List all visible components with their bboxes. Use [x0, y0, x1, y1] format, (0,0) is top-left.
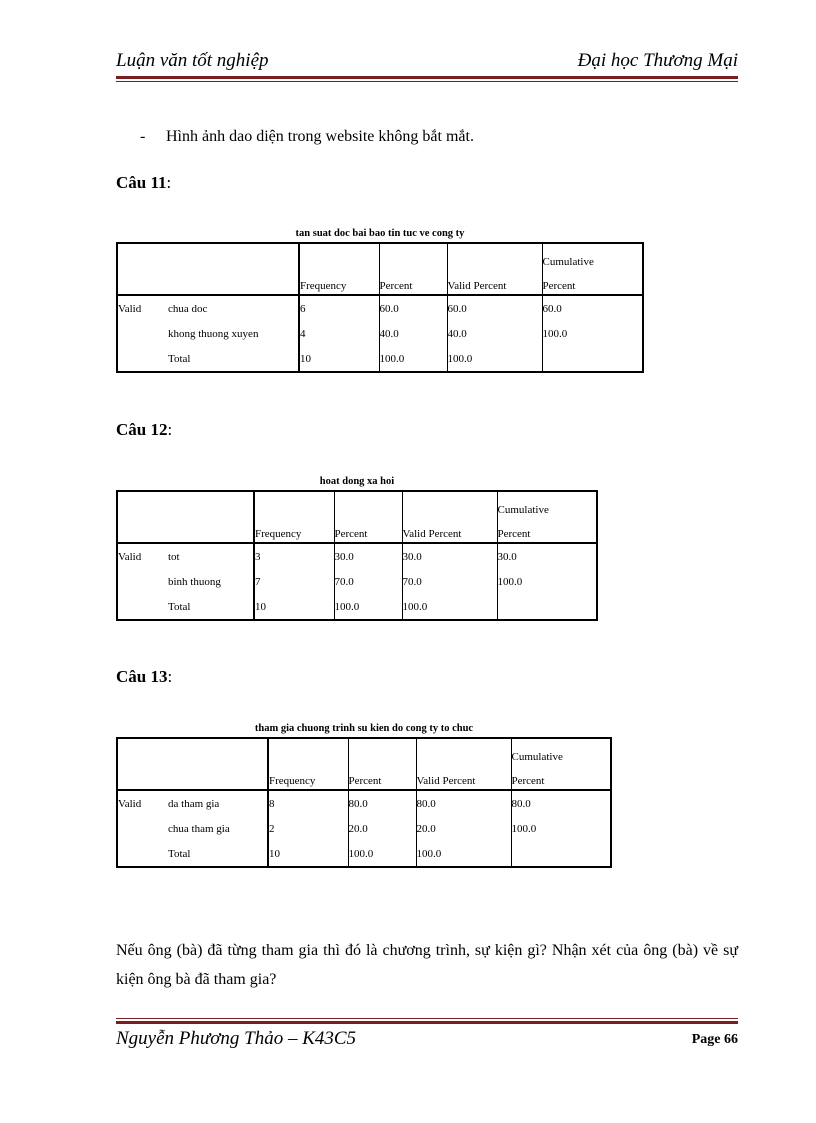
cum-cell: 100.0: [511, 816, 611, 841]
col-frequency: Frequency: [300, 280, 347, 292]
table-title-12: hoat dong xa hoi: [319, 476, 395, 487]
question-heading-11: Câu 11:: [116, 173, 172, 192]
col-cum-line1: Cumulative: [497, 504, 549, 516]
cum-cell: [497, 594, 597, 620]
table-header-row: [117, 738, 611, 790]
row-label: khong thuong xuyen: [168, 321, 299, 346]
col-valid-percent: Valid Percent: [447, 243, 542, 295]
cum-cell: 30.0: [497, 543, 597, 569]
col-cum-line1: Cumulative: [542, 256, 594, 268]
col-cumulative-percent: [542, 243, 643, 295]
heading-text: Câu 13: [116, 667, 168, 686]
valid-cell: 70.0: [402, 569, 497, 594]
freq-cell: 7: [255, 575, 261, 588]
col-frequency: Frequency: [269, 775, 316, 787]
freq-cell: 3: [255, 550, 261, 563]
header-left-text: Luận văn tốt nghiệp: [116, 50, 269, 71]
heading-text: Câu 12: [116, 420, 168, 439]
corner-cell: [117, 491, 168, 543]
row-label: Total: [168, 841, 268, 867]
valid-cell: 30.0: [402, 543, 497, 569]
table-row: [117, 841, 611, 867]
corner-cell: [168, 738, 268, 790]
cum-cell: 60.0: [542, 295, 643, 321]
table-row: [117, 790, 611, 816]
corner-cell: [168, 243, 299, 295]
table-title-11: tan suat doc bai bao tin tuc ve cong ty: [295, 228, 465, 239]
col-cumulative-percent: [497, 491, 597, 543]
row-label: da tham gia: [168, 790, 268, 816]
pct-cell: 100.0: [348, 841, 416, 867]
footer-author: Nguyễn Phương Thảo – K43C5: [116, 1028, 357, 1049]
bullet-dash: -: [140, 128, 146, 145]
group-label: Valid: [118, 550, 142, 563]
header-right-text: Đại học Thương Mại: [577, 50, 738, 71]
row-label: binh thuong: [168, 569, 254, 594]
col-cum-line2: Percent: [542, 280, 576, 292]
row-label: Total: [168, 594, 254, 620]
freq-cell: 2: [269, 822, 275, 835]
freq-cell: 8: [269, 797, 275, 810]
row-label: chua doc: [168, 295, 299, 321]
table-row: [117, 295, 643, 321]
col-cumulative-percent: [511, 738, 611, 790]
pct-cell: 100.0: [379, 346, 447, 372]
question-heading-12: Câu 12:: [116, 420, 173, 439]
col-frequency: Frequency: [255, 528, 302, 540]
bullet-text: Hình ảnh dao diện trong website không bắt mắt.: [166, 128, 474, 145]
frequency-table-13: [116, 737, 612, 868]
freq-cell: 4: [300, 327, 306, 340]
row-label: Total: [168, 346, 299, 372]
cum-cell: 100.0: [542, 321, 643, 346]
freq-cell: 10: [255, 600, 266, 613]
col-valid-percent: Valid Percent: [402, 491, 497, 543]
pct-cell: 60.0: [379, 295, 447, 321]
bullet-item: [140, 128, 474, 146]
corner-cell: [117, 243, 168, 295]
cum-cell: 80.0: [511, 790, 611, 816]
table-row: [117, 321, 643, 346]
col-cum-line2: Percent: [497, 528, 531, 540]
table-row: [117, 346, 643, 372]
group-label: Valid: [118, 797, 142, 810]
frequency-table-11: [116, 242, 644, 373]
valid-cell: 100.0: [447, 346, 542, 372]
row-label: chua tham gia: [168, 816, 268, 841]
cum-cell: [511, 841, 611, 867]
col-percent: Percent: [379, 243, 447, 295]
valid-cell: 80.0: [416, 790, 511, 816]
pct-cell: 70.0: [334, 569, 402, 594]
corner-cell: [117, 738, 168, 790]
question-heading-13: Câu 13:: [116, 667, 173, 686]
footer-page-number: Page 66: [691, 1032, 738, 1047]
valid-cell: 100.0: [416, 841, 511, 867]
table-row: [117, 569, 597, 594]
table-row: [117, 543, 597, 569]
valid-cell: 20.0: [416, 816, 511, 841]
col-cum-line1: Cumulative: [511, 751, 563, 763]
freq-cell: 10: [269, 847, 280, 860]
table-title-13: tham gia chuong trinh su kien do cong ty to chuc: [254, 723, 474, 734]
col-percent: Percent: [348, 738, 416, 790]
pct-cell: 100.0: [334, 594, 402, 620]
table-row: [117, 594, 597, 620]
row-label: tot: [168, 543, 254, 569]
valid-cell: 100.0: [402, 594, 497, 620]
corner-cell: [168, 491, 254, 543]
cum-cell: [542, 346, 643, 372]
valid-cell: 40.0: [447, 321, 542, 346]
header-rule: [116, 76, 738, 82]
frequency-table-12: [116, 490, 598, 621]
pct-cell: 30.0: [334, 543, 402, 569]
freq-cell: 6: [300, 302, 306, 315]
col-cum-line2: Percent: [511, 775, 545, 787]
group-label: Valid: [118, 302, 142, 315]
body-paragraph: Nếu ông (bà) đã từng tham gia thì đó là chương trình, sự kiện gì? Nhận xét của ông (bà) về sự kiện ông bà đã tham gia?: [116, 942, 738, 988]
pct-cell: 40.0: [379, 321, 447, 346]
col-percent: Percent: [334, 491, 402, 543]
valid-cell: 60.0: [447, 295, 542, 321]
table-row: [117, 816, 611, 841]
pct-cell: 80.0: [348, 790, 416, 816]
col-valid-percent: Valid Percent: [416, 738, 511, 790]
footer-rule: [116, 1018, 738, 1024]
table-header-row: [117, 243, 643, 295]
table-header-row: [117, 491, 597, 543]
freq-cell: 10: [300, 352, 311, 365]
heading-text: Câu 11: [116, 173, 167, 192]
cum-cell: 100.0: [497, 569, 597, 594]
pct-cell: 20.0: [348, 816, 416, 841]
